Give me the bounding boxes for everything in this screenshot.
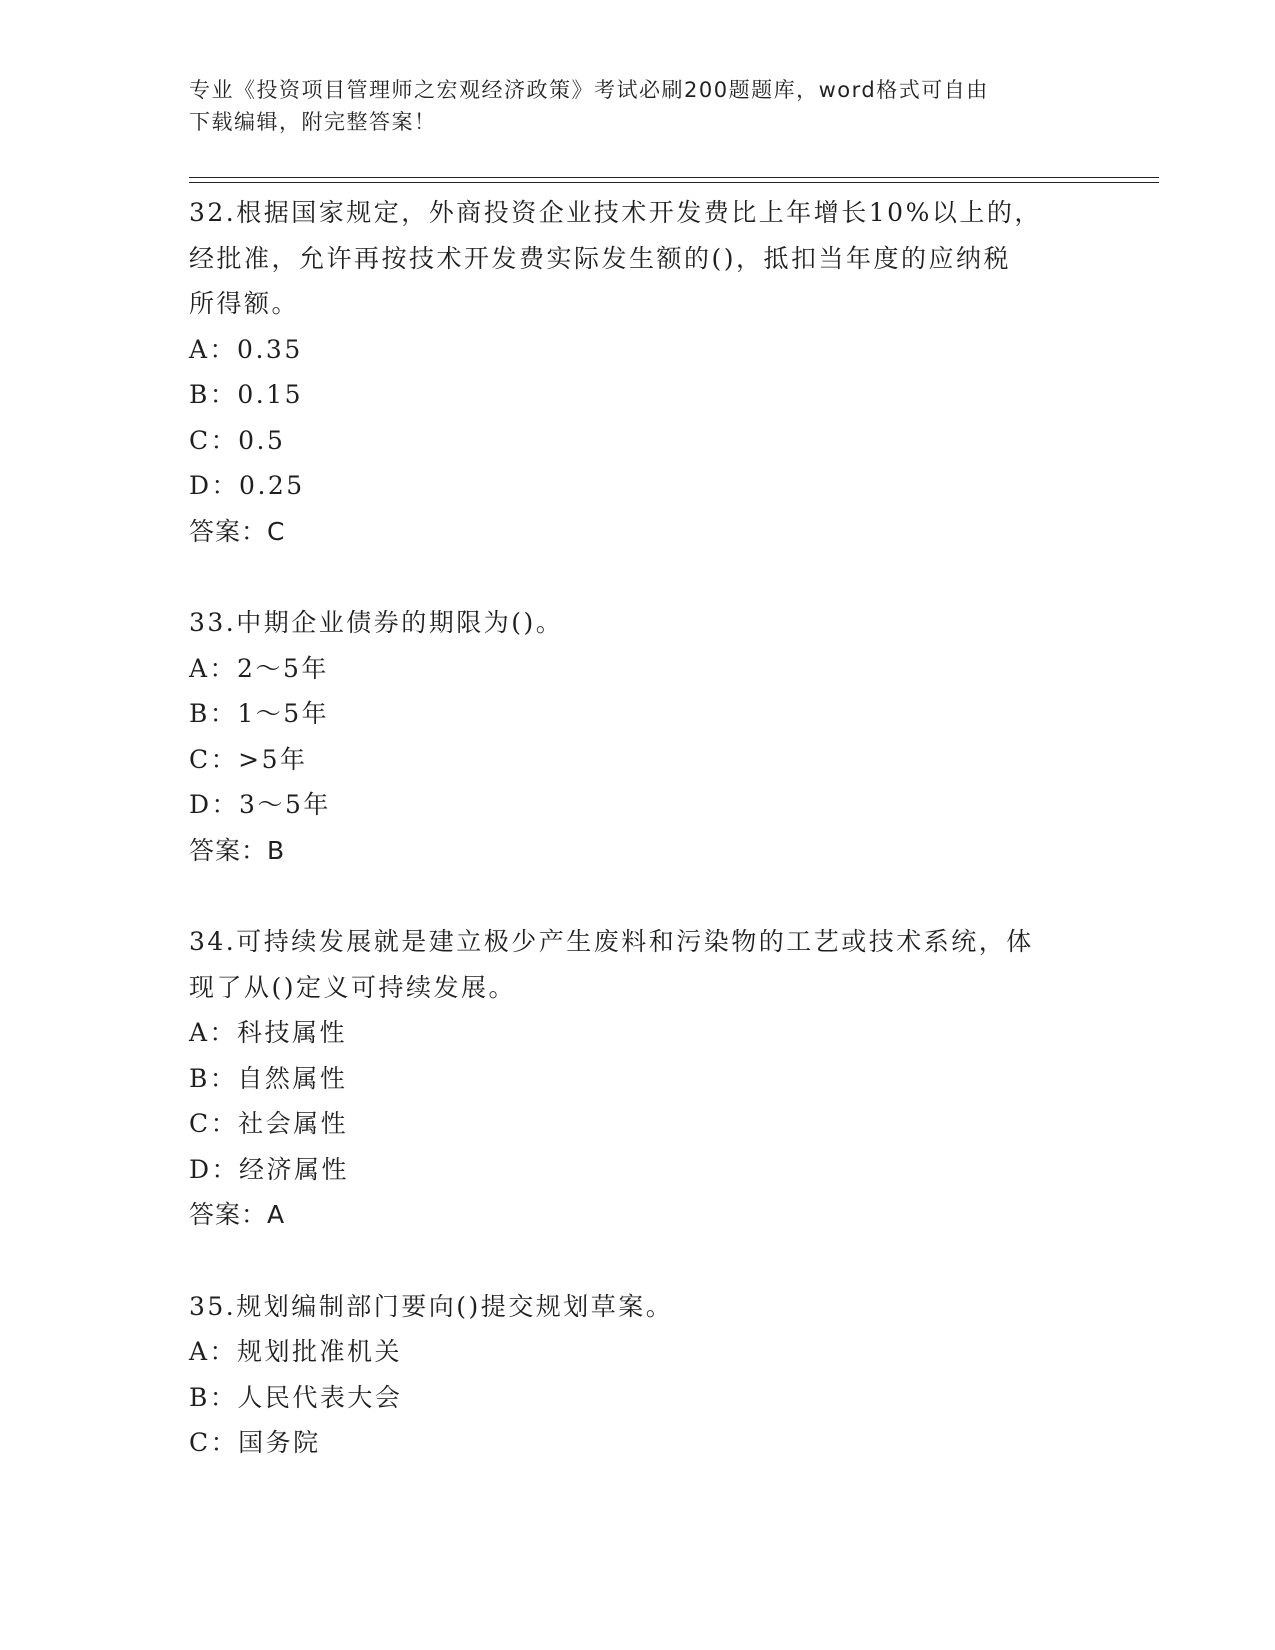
answer-option: D：0.25 bbox=[189, 471, 305, 500]
question-stem-line: 所得额。 bbox=[189, 289, 300, 318]
answer-option: A：科技属性 bbox=[189, 1018, 348, 1047]
question-block bbox=[189, 1284, 1089, 1466]
answer-option: B：0.15 bbox=[189, 380, 304, 409]
answer-option: B：自然属性 bbox=[189, 1063, 348, 1093]
answer-option: C：社会属性 bbox=[189, 1109, 349, 1138]
answer-option: A：2～5年 bbox=[189, 653, 329, 683]
question-stem-line: 34.可持续发展就是建立极少产生废料和污染物的工艺或技术系统，体 bbox=[189, 927, 1034, 956]
answer-option: B：1～5年 bbox=[189, 699, 330, 728]
answer-key: 答案：C bbox=[189, 516, 286, 546]
question-stem-line: 33.中期企业债券的期限为()。 bbox=[189, 608, 564, 637]
answer-option: A：0.35 bbox=[189, 334, 303, 364]
answer-option: A：规划批准机关 bbox=[189, 1337, 403, 1366]
answer-option: D：经济属性 bbox=[189, 1154, 350, 1184]
header-divider-bottom bbox=[189, 182, 1159, 183]
question-block bbox=[189, 600, 1089, 873]
question-block bbox=[189, 190, 1089, 554]
question-stem-line: 32.根据国家规定，外商投资企业技术开发费比上年增长10%以上的， bbox=[189, 198, 1042, 227]
question-stem-line: 35.规划编制部门要向()提交规划草案。 bbox=[189, 1291, 674, 1321]
document-header bbox=[189, 74, 1089, 138]
answer-option: C：国务院 bbox=[189, 1428, 321, 1457]
question-stem-line: 现了从()定义可持续发展。 bbox=[189, 972, 517, 1002]
answer-option: C：0.5 bbox=[189, 425, 286, 455]
answer-key: 答案：B bbox=[189, 835, 286, 865]
answer-key: 答案：A bbox=[189, 1200, 286, 1229]
answer-option: C：>5年 bbox=[189, 744, 308, 774]
answer-option: D：3～5年 bbox=[189, 790, 331, 819]
header-divider-top bbox=[189, 177, 1159, 178]
question-list bbox=[189, 190, 1089, 1466]
question-stem-line: 经批准，允许再按技术开发费实际发生额的()，抵扣当年度的应纳税 bbox=[189, 243, 1012, 273]
question-block bbox=[189, 919, 1089, 1238]
answer-option: B：人民代表大会 bbox=[189, 1382, 403, 1412]
header-line-2: 下载编辑，附完整答案！ bbox=[189, 110, 437, 134]
header-line-1: 专业《投资项目管理师之宏观经济政策》考试必刷200题题库，word格式可自由 bbox=[189, 78, 989, 102]
